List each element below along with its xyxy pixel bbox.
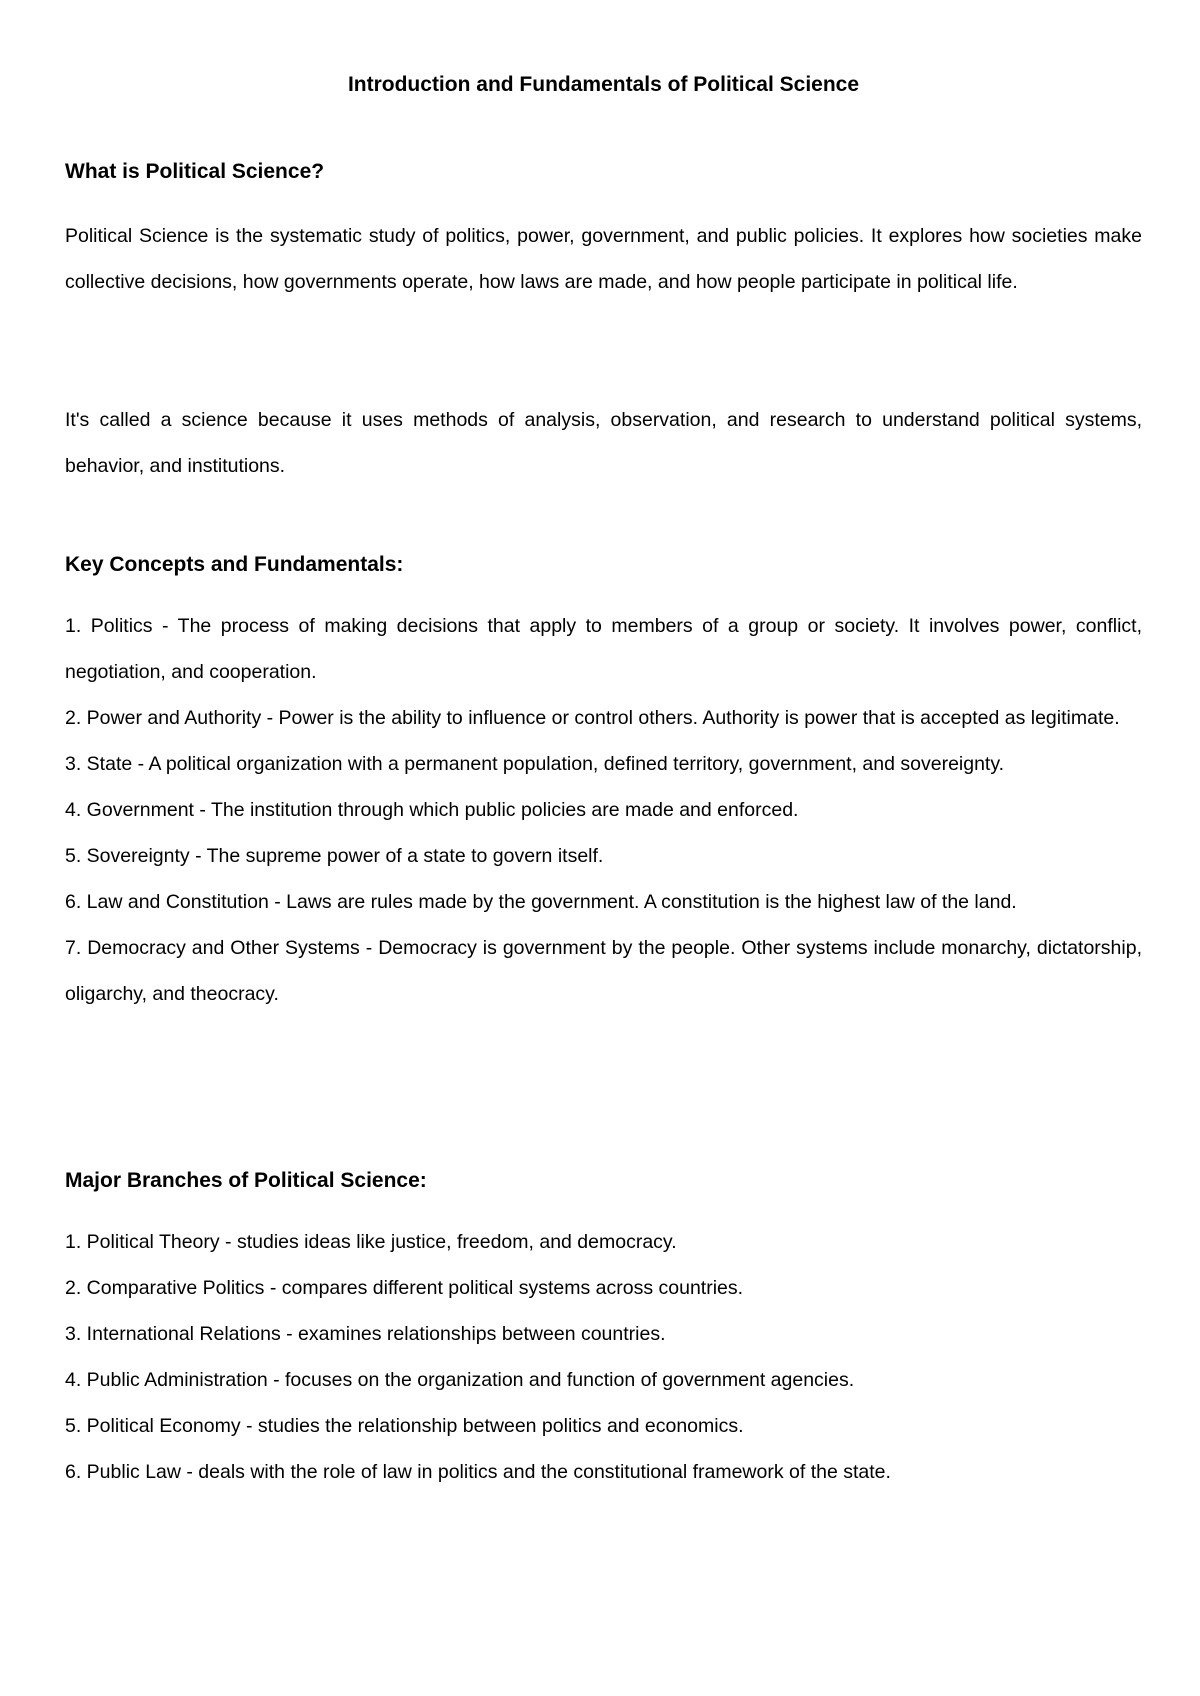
- list-item-democracy-and-other-systems: 7. Democracy and Other Systems - Democracy is government by the people. Other systems include monarchy, dictatorship, oligarchy, and theocracy.: [65, 937, 1142, 1005]
- list-item-political-theory: 1. Political Theory - studies ideas like justice, freedom, and democracy.: [65, 1231, 677, 1253]
- paragraph-why-science: It's called a science because it uses methods of analysis, observation, and research to understand political systems, behavior, and institutions.: [65, 409, 1142, 477]
- list-item-government: 4. Government - The institution through which public policies are made and enforced.: [65, 799, 799, 821]
- section-heading-major-branches: Major Branches of Political Science:: [65, 1169, 427, 1192]
- list-item-power-and-authority: 2. Power and Authority - Power is the ability to influence or control others. Authority is power that is accepted as legitimate.: [65, 707, 1120, 729]
- document-page: [65, 0, 1142, 1696]
- list-item-public-law: 6. Public Law - deals with the role of law in politics and the constitutional framework of the state.: [65, 1461, 891, 1483]
- section-heading-what-is-political-science: What is Political Science?: [65, 160, 325, 183]
- list-item-sovereignty: 5. Sovereignty - The supreme power of a state to govern itself.: [65, 845, 604, 867]
- list-item-international-relations: 3. International Relations - examines relationships between countries.: [65, 1323, 666, 1345]
- list-item-public-administration: 4. Public Administration - focuses on the organization and function of government agencies.: [65, 1369, 855, 1391]
- paragraph-definition: Political Science is the systematic study of politics, power, government, and public policies. It explores how societies make collective decisions, how governments operate, how laws are made, and how people participate in political life.: [65, 225, 1142, 293]
- list-item-politics: 1. Politics - The process of making decisions that apply to members of a group or society. It involves power, conflict, negotiation, and cooperation.: [65, 615, 1142, 683]
- document-title: Introduction and Fundamentals of Political Science: [347, 73, 860, 96]
- section-heading-key-concepts: Key Concepts and Fundamentals:: [65, 553, 404, 576]
- key-concepts-list: [65, 603, 1142, 1017]
- list-item-comparative-politics: 2. Comparative Politics - compares different political systems across countries.: [65, 1277, 744, 1299]
- list-item-state: 3. State - A political organization with a permanent population, defined territory, government, and sovereignty.: [65, 753, 1005, 775]
- major-branches-list: [65, 1219, 1142, 1495]
- list-item-law-and-constitution: 6. Law and Constitution - Laws are rules made by the government. A constitution is the highest law of the land.: [65, 891, 1017, 913]
- list-item-political-economy: 5. Political Economy - studies the relationship between politics and economics.: [65, 1415, 744, 1437]
